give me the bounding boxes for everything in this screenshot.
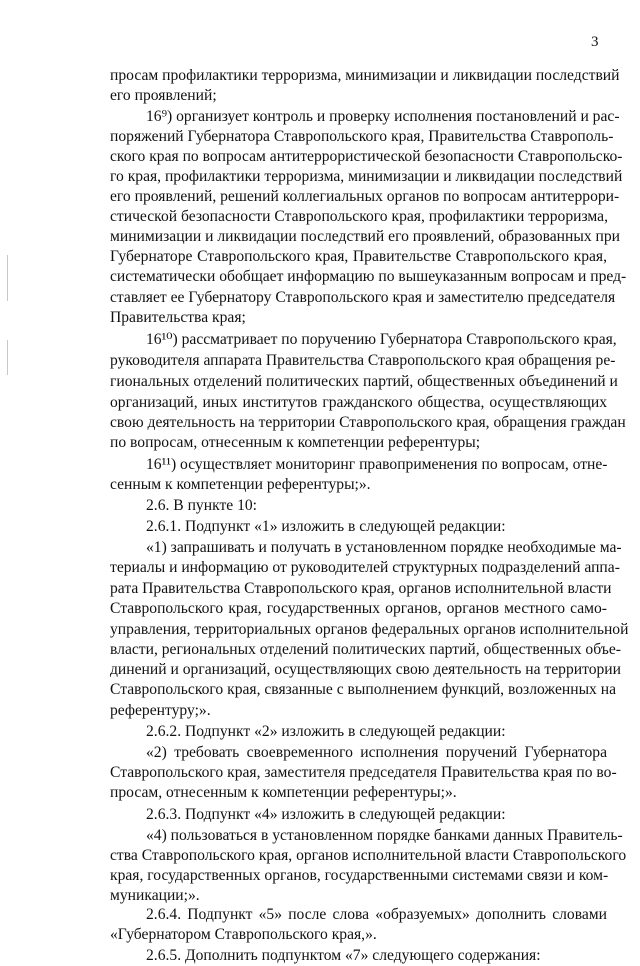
text-line: просам, отнесенным к компетенции референтуры;». — [110, 784, 457, 801]
text-line: 2.6.1. Подпункт «1» изложить в следующей редакции: — [146, 518, 506, 535]
text-line: руководителя аппарата Правительства Ставропольского края обращения ре- — [110, 352, 616, 369]
text-line: «2) требовать своевременного исполнения поручений Губернатора — [146, 744, 607, 761]
text-line: 2.6.5. Дополнить подпунктом «7» следующего содержания: — [146, 947, 541, 964]
text-line: 16¹¹) осуществляет мониторинг правоприменения по вопросам, отне- — [146, 456, 608, 473]
text-line: стической безопасности Ставропольского края, профилактики терроризма, — [110, 208, 608, 225]
text-line: систематически обобщает информацию по вышеуказанным вопросам и пред- — [110, 268, 627, 285]
text-line: Ставропольского края, связанные с выполнением функций, возложенных на — [110, 681, 617, 698]
text-line: ского края по вопросам антитеррористической безопасности Ставропольско- — [110, 148, 623, 165]
text-line: поряжений Губернатора Ставропольского края, Правительства Ставрополь- — [110, 128, 614, 145]
scan-margin-mark — [7, 340, 8, 375]
text-line: 16¹⁰) рассматривает по поручению Губернатора Ставропольского края, — [146, 331, 617, 348]
text-line: Ставропольского края, государственных органов, органов местного само- — [110, 600, 607, 617]
text-line: динений и организаций, осуществляющих свою деятельность на территории — [110, 661, 621, 678]
text-line: «Губернатором Ставропольского края,». — [110, 926, 377, 943]
text-line: «4) пользоваться в установленном порядке банками данных Правитель- — [146, 827, 623, 844]
text-line: «1) запрашивать и получать в установленном порядке необходимые ма- — [146, 539, 622, 556]
text-line: его проявлений, решений коллегиальных органов по вопросам антитеррори- — [110, 188, 620, 205]
text-line: Ставропольского края, заместителя председателя Правительства края по во- — [110, 764, 617, 781]
scan-margin-mark — [7, 255, 8, 301]
text-line: по вопросам, отнесенным к компетенции референтуры; — [110, 434, 481, 451]
text-line: ства Ставропольского края, органов исполнительной власти Ставропольского — [110, 847, 627, 864]
text-line: организаций, иных институтов гражданского общества, осуществляющих — [110, 394, 607, 411]
text-line: свою деятельность на территории Ставропольского края, обращения граждан — [110, 414, 626, 431]
page-number: 3 — [591, 34, 599, 50]
text-line: власти, региональных отделений политических партий, общественных объе- — [110, 641, 621, 658]
text-line: 2.6.2. Подпункт «2» изложить в следующей редакции: — [146, 723, 506, 740]
text-line: управления, территориальных органов федеральных органов исполнительной — [110, 621, 629, 638]
text-line: 16⁹) организует контроль и проверку исполнения постановлений и рас- — [146, 108, 620, 125]
text-line: края, государственных органов, государственными системами связи и ком- — [110, 867, 609, 884]
text-line: муникации;». — [110, 887, 200, 904]
text-line: сенным к компетенции референтуры;». — [110, 476, 371, 493]
text-line: его проявлений; — [110, 87, 217, 104]
text-line: го края, профилактики терроризма, минимизации и ликвидации последствий — [110, 168, 623, 185]
text-line: рата Правительства Ставропольского края, органов исполнительной власти — [110, 580, 612, 597]
text-line: ставляет ее Губернатору Ставропольского края и заместителю председателя — [110, 289, 616, 306]
text-line: просам профилактики терроризма, минимизации и ликвидации последствий — [110, 67, 620, 84]
text-line: Губернаторе Ставропольского края, Правительстве Ставропольского края, — [110, 248, 607, 265]
text-line: 2.6.3. Подпункт «4» изложить в следующей редакции: — [146, 806, 506, 823]
text-line: териалы и информацию от руководителей структурных подразделений аппа- — [110, 559, 620, 576]
text-line: референтуру;». — [110, 702, 211, 719]
text-line: Правительства края; — [110, 309, 246, 326]
text-line: минимизации и ликвидации последствий его проявлений, образованных при — [110, 228, 621, 245]
text-line: 2.6. В пункте 10: — [146, 497, 258, 514]
text-line: 2.6.4. Подпункт «5» после слова «образуемых» дополнить словами — [146, 906, 607, 923]
text-line: гиональных отделений политических партий, общественных объединений и — [110, 373, 618, 390]
